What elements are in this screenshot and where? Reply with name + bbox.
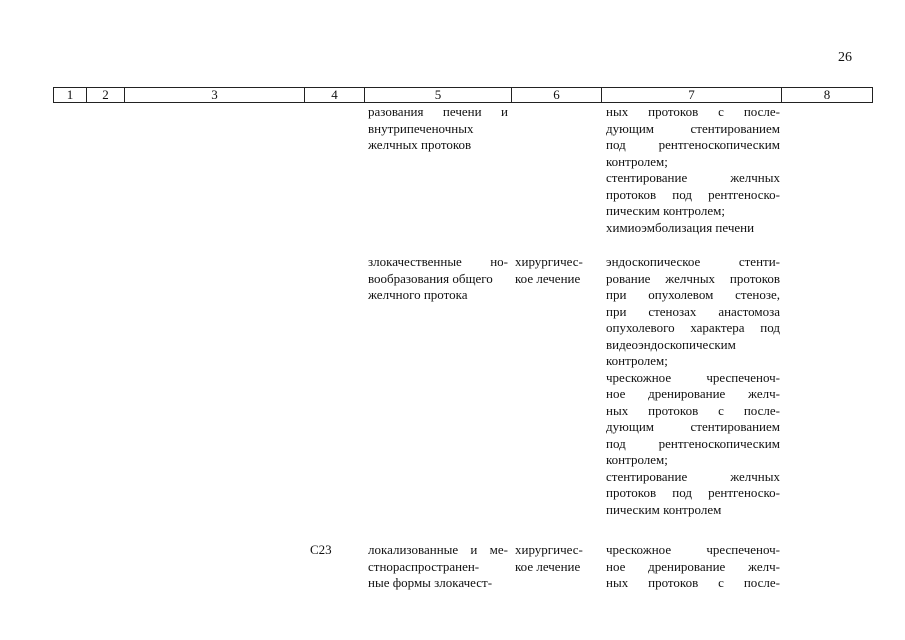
text-line: химиоэмболизация печени	[606, 219, 755, 235]
text-line: кое лечение	[515, 270, 581, 286]
text-line: ных протоков с после-	[606, 575, 780, 590]
text-line: чрескожное чреспеченоч-	[606, 369, 780, 385]
text-line: кое лечение	[515, 558, 581, 574]
code-cell: C23	[310, 542, 332, 557]
diagnosis-cell	[368, 254, 508, 304]
text-line: чрескожное чреспеченоч-	[606, 542, 780, 557]
page-number: 26	[838, 50, 852, 65]
header-cell: 4	[305, 88, 365, 102]
text-line: стентирование желчных	[606, 468, 780, 484]
text-line: под рентгеноскопическим	[606, 137, 780, 152]
text-line: пическим контролем;	[606, 203, 725, 218]
text-line: видеоэндоскопическим	[606, 336, 736, 352]
text-line: протоков под рентгеноско-	[606, 485, 780, 500]
text-line: под рентгеноскопическим	[606, 435, 780, 451]
header-cell: 2	[87, 88, 125, 102]
text-line: злокачественные но-	[368, 254, 508, 269]
header-cell: 8	[823, 87, 831, 102]
text-line: протоков под рентгеноско-	[606, 186, 780, 202]
text-line: локализованные и ме-	[368, 542, 508, 557]
diagnosis-cell	[368, 542, 508, 592]
text-line: пическим контролем	[606, 501, 722, 517]
text-line: дующим стентированием	[606, 419, 780, 434]
text-line: ных протоков с после-	[606, 402, 780, 418]
text-line: ное дренирование желч-	[606, 558, 780, 574]
text-line: ные формы злокачест-	[368, 575, 493, 590]
diagnosis-cell	[368, 104, 508, 154]
text-line: опухолевого характера под	[606, 320, 780, 335]
text-line: стентирование желчных	[606, 170, 780, 185]
treatment-cell	[515, 542, 595, 575]
text-line: ное дренирование желч-	[606, 386, 780, 401]
text-line: контролем;	[606, 452, 668, 467]
text-line: рование желчных протоков	[606, 270, 780, 286]
text-line: эндоскопическое стенти-	[606, 254, 780, 269]
text-line: желчного протока	[368, 287, 468, 302]
text-line: ных протоков с после-	[606, 104, 780, 119]
table-header-row	[53, 87, 873, 103]
header-cell: 7	[602, 88, 782, 102]
text-line: желчных протоков	[368, 137, 472, 152]
text-line: контролем;	[606, 153, 668, 169]
header-cell: 6	[512, 88, 602, 102]
methods-cell	[606, 254, 780, 518]
header-cell: 1	[54, 88, 87, 102]
header-cell: 5	[365, 88, 512, 102]
text-line: разования печени и	[368, 104, 508, 119]
text-line: при стенозах анастомоза	[606, 303, 780, 319]
text-line: хирургичес-	[515, 542, 583, 557]
header-cell: 3	[125, 88, 305, 102]
text-line: контролем;	[606, 353, 668, 368]
treatment-cell	[515, 254, 595, 287]
text-line: при опухолевом стенозе,	[606, 287, 780, 302]
text-line: вообразования общего	[368, 270, 493, 286]
text-line: внутрипеченочных	[368, 120, 474, 136]
text-line: стнораспространен-	[368, 558, 480, 574]
text-line: дующим стентированием	[606, 120, 780, 136]
methods-cell	[606, 104, 780, 236]
methods-cell	[606, 542, 780, 592]
text-line: хирургичес-	[515, 254, 583, 269]
